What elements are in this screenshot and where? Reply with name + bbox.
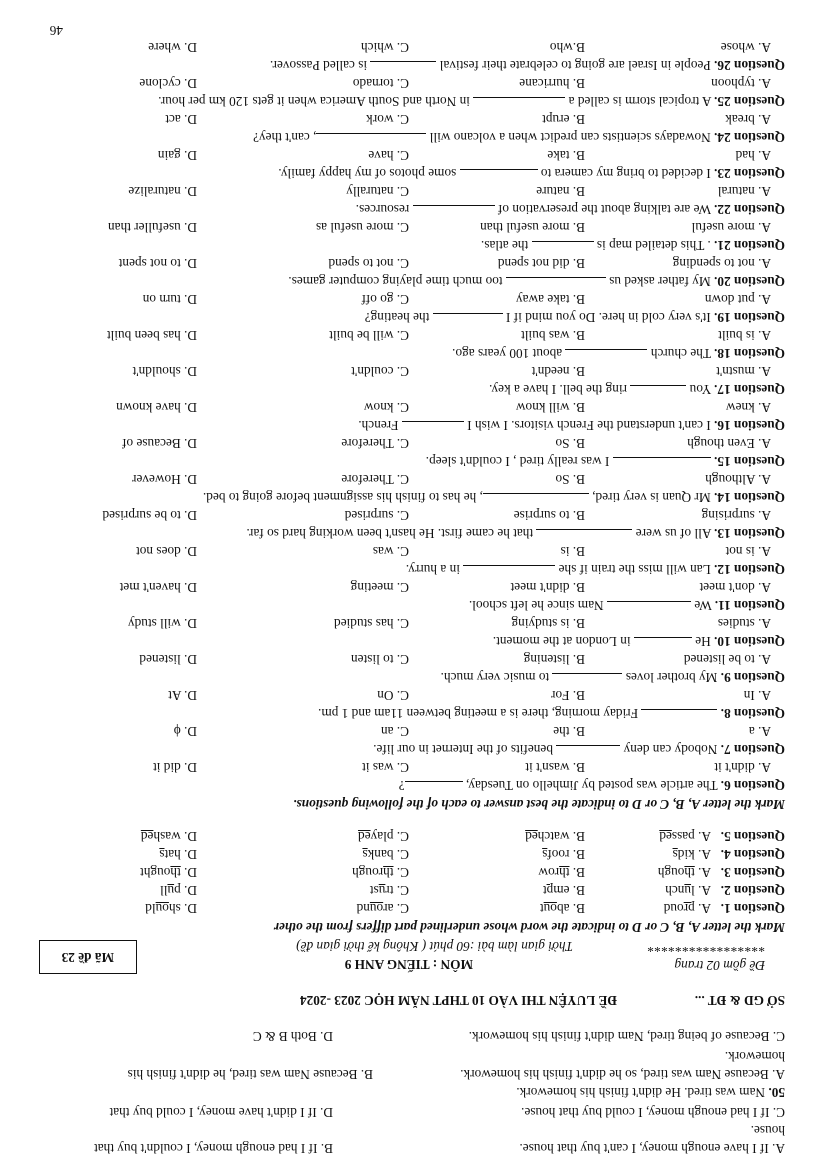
- q20-option-d: D. to not spent: [118, 256, 197, 271]
- q50-option-b: B. Because Nam was tired, he didn't finish his: [127, 1067, 373, 1082]
- q9-option-b: B. listening: [523, 652, 585, 667]
- q12-option-d: D. does not: [136, 544, 197, 559]
- q25-text: A tropical storm is called a: [565, 94, 715, 109]
- q10-option-a: A. studies: [717, 616, 771, 631]
- q18-option-a: A. is built: [718, 328, 771, 343]
- word-part: ough: [657, 865, 685, 880]
- q13-text: All of us were: [632, 526, 715, 541]
- q5-option-a: [659, 827, 711, 845]
- q24-stem: [253, 128, 785, 146]
- underlined-part: u: [684, 883, 692, 898]
- q17-label: Question 17.: [714, 382, 785, 397]
- q8-option-c: C. On: [377, 688, 409, 703]
- q16-text: I can't understand the French visitors. I wish I: [463, 418, 715, 433]
- q21-text: . This detailed map is: [593, 238, 715, 253]
- underlined-part: pr: [683, 901, 695, 916]
- q3-option-d: [140, 863, 197, 881]
- q11-option-d: D. haven't met: [119, 580, 197, 595]
- q23-option-b: B. take: [547, 148, 585, 163]
- q13-label: Question 13.: [714, 526, 785, 541]
- q19-text-end: the heating?: [364, 310, 433, 325]
- q12-option-c: C. was: [372, 544, 409, 559]
- q14-option-a: A. Although: [705, 472, 771, 487]
- q11-text: We: [691, 598, 715, 613]
- subject: MÔN : TIẾNG ANH 9: [344, 957, 473, 972]
- q9-label: Question 9.: [720, 670, 785, 685]
- q4-option-d: [159, 845, 197, 863]
- q16-blank: [402, 421, 464, 434]
- q21-label: Question 21.: [714, 238, 785, 253]
- q8-text: [717, 706, 720, 721]
- q16-text-end: French.: [358, 418, 402, 433]
- q13-option-a: A. surprising: [701, 508, 771, 523]
- q9-blank: [552, 673, 622, 686]
- q24-text: Nowadays scientists can predict when a volcano will: [426, 130, 715, 145]
- q14-label: Question 14.: [714, 490, 785, 505]
- q23-stem: [278, 164, 785, 182]
- section1-instruction: Mark the letter A, B, C or D to indicate the word whose underlined part differs from the other: [273, 920, 785, 935]
- word-part: ld: [145, 901, 156, 916]
- q26-text: People in Israel are going to celebrate their festival: [436, 58, 715, 73]
- q16-option-d: D. have known: [116, 400, 197, 415]
- word-part: D. sh: [168, 901, 197, 916]
- q7-option-d: D. ϕ: [173, 724, 197, 739]
- q2-option-c: [370, 881, 409, 899]
- q2-option-b: [543, 881, 585, 899]
- q19-option-d: D. turn on: [142, 292, 197, 307]
- word-part: rough: [352, 865, 384, 880]
- q20-text: My father asked us: [605, 274, 715, 289]
- q23-option-c: C. have: [368, 148, 409, 163]
- q19-text: It's very cold in here. Do you mind if I: [502, 310, 715, 325]
- q26-option-c: C. which: [360, 40, 409, 55]
- word-part: C. ar: [383, 901, 409, 916]
- q13-option-b: B. to surprise: [513, 508, 585, 523]
- q15-blank: [613, 457, 711, 470]
- q6-option-c: C. was it: [362, 760, 409, 775]
- q8-option-d: D. At: [168, 688, 197, 703]
- underlined-part: ed: [358, 829, 371, 844]
- word-part: d: [663, 901, 671, 916]
- q22-option-c: C. naturally: [346, 184, 409, 199]
- q19-stem: [365, 308, 785, 326]
- q19-label: Question 19.: [714, 310, 785, 325]
- word-part: A. kid: [677, 847, 711, 862]
- underlined-part: s: [159, 847, 165, 862]
- q25-label: Question 25.: [714, 94, 785, 109]
- q12-stem: [406, 560, 785, 578]
- q11-option-a: A. don't meet: [699, 580, 771, 595]
- q16-option-c: C. know: [363, 400, 409, 415]
- header-dept: SỞ GD & ĐT ...: [694, 993, 785, 1008]
- q17-text-end: ring the bell. I have a key.: [489, 382, 631, 397]
- q15-option-c: C. Therefore: [341, 436, 409, 451]
- q18-option-b: B. was built: [521, 328, 585, 343]
- q50-option-b-cont: homework.: [724, 1049, 785, 1064]
- q24-option-a: A. break: [725, 112, 771, 127]
- q15-option-b: B. So: [555, 436, 585, 451]
- word-part: B. ab: [556, 901, 585, 916]
- q22-text: We are talking about the preservation of: [494, 202, 715, 217]
- q3-option-a: [658, 863, 711, 881]
- word-part: B. watch: [537, 829, 585, 844]
- q22-stem: [356, 200, 785, 218]
- q19-option-c: C. go off: [361, 292, 409, 307]
- q7-text: Nobody can deny: [620, 742, 721, 757]
- q7-option-a: A. a: [748, 724, 771, 739]
- q20-text-end: too much time playing computer games.: [288, 274, 506, 289]
- exam-code-box: [39, 940, 137, 974]
- q6-text-end: ?: [398, 778, 405, 793]
- q20-label: Question 20.: [714, 274, 785, 289]
- q2-option-d: [160, 881, 197, 899]
- q20-stem: [288, 272, 785, 290]
- word-part: D. wash: [153, 829, 197, 844]
- underlined-part: ed: [525, 829, 538, 844]
- q13-stem: [246, 524, 785, 542]
- q10-label: Question 10.: [714, 634, 785, 649]
- word-part: B. em: [553, 883, 585, 898]
- q17-option-b: B. needn't: [531, 364, 585, 379]
- q6-option-a: A. didn't it: [714, 760, 771, 775]
- q10-option-d: D. will study: [127, 616, 197, 631]
- q6-text: The article was posted by Jimhello on Tuesday,: [462, 778, 721, 793]
- word-part: nch: [665, 883, 685, 898]
- underlined-part: s: [362, 847, 368, 862]
- q10-option-b: B. is studying: [511, 616, 585, 631]
- q7-label: Question 7.: [720, 742, 785, 757]
- q20-option-c: C. not to spend: [328, 256, 409, 271]
- q11-stem: [469, 596, 785, 614]
- q25-blank: [473, 97, 565, 110]
- underlined-part: ou: [543, 901, 557, 916]
- q15-text: [711, 454, 714, 469]
- word-part: A.: [694, 901, 711, 916]
- underlined-part: p: [546, 883, 554, 898]
- time-allowed: Thời gian làm bài :60 phút ( Không kể thời gian đề): [296, 939, 573, 954]
- q26-option-a: A. whose: [720, 40, 771, 55]
- q18-option-d: D. has been built: [106, 328, 197, 343]
- page-count: Đề gồm 02 trang: [674, 958, 765, 973]
- q21-blank: [532, 241, 594, 254]
- q9-text: My brother loves: [622, 670, 721, 685]
- q12-text: Lan will miss the train if she: [555, 562, 715, 577]
- q21-text-end: the atlas.: [480, 238, 532, 253]
- q2-label: Question 2.: [720, 883, 785, 898]
- q16-option-b: B. will know: [515, 400, 585, 415]
- exam-code: Mã đề 23: [61, 950, 114, 965]
- q10-blank: [634, 637, 692, 650]
- q3-option-c: [352, 863, 409, 881]
- q22-option-b: B. nature: [536, 184, 585, 199]
- q14-option-b: B. So: [555, 472, 585, 487]
- underlined-part: th: [559, 865, 570, 880]
- q17-option-c: C. couldn't: [351, 364, 409, 379]
- q23-text-end: some photos of my happy family.: [278, 166, 460, 181]
- q6-stem: [399, 776, 785, 794]
- q7-option-b: B. the: [553, 724, 585, 739]
- q12-label: Question 12.: [714, 562, 785, 577]
- q26-text-end: is called Passover.: [269, 58, 371, 73]
- q15-label: Question 15.: [714, 454, 785, 469]
- q23-option-d: D. gain: [157, 148, 197, 163]
- word-part: t: [542, 883, 547, 898]
- q50-stem: [516, 1083, 785, 1101]
- q4-option-c: [362, 845, 409, 863]
- word-part: C. play: [370, 829, 409, 844]
- word-part: B.: [569, 865, 585, 880]
- q4-label: Question 4.: [720, 847, 785, 862]
- q26-blank: [370, 61, 436, 74]
- q1-option-a: [664, 899, 711, 917]
- q13-option-d: D. to be surprised: [102, 508, 197, 523]
- q3-option-b: [538, 863, 585, 881]
- q23-option-a: A. had: [735, 148, 771, 163]
- q24-text-end: , can't they?: [253, 130, 317, 145]
- q9-text-end: to music very much.: [440, 670, 553, 685]
- underlined-part: th: [684, 865, 695, 880]
- q25-stem: [158, 92, 785, 110]
- q50-text: Nam was tired. He didn't finish his homework.: [516, 1085, 769, 1100]
- q24-option-b: B. erupt: [542, 112, 585, 127]
- underlined-part: u: [167, 883, 175, 898]
- q5-option-b: [525, 827, 585, 845]
- word-part: C. tr: [385, 883, 409, 898]
- word-part: nd: [356, 901, 370, 916]
- word-part: B. roof: [547, 847, 585, 862]
- q2-option-a: [665, 881, 711, 899]
- q14-option-c: C. Therefore: [341, 472, 409, 487]
- q17-stem: [489, 380, 785, 398]
- q13-text-end: that he came first. He hasn't been working hard so far.: [246, 526, 537, 541]
- q25-option-c: C. tornado: [352, 76, 409, 91]
- q12-text-end: in a hurry.: [405, 562, 464, 577]
- q49-option-b: B. If I had enough money, I couldn't buy that: [94, 1141, 333, 1156]
- q21-option-b: B. more useful than: [480, 220, 585, 235]
- q25-option-b: B. hurricane: [519, 76, 585, 91]
- word-part: C. bank: [367, 847, 409, 862]
- q12-blank: [463, 565, 555, 578]
- q50-option-d: D. Both B & C: [252, 1029, 333, 1044]
- word-part: D. p: [174, 883, 197, 898]
- word-part: ought: [140, 865, 171, 880]
- underlined-part: th: [170, 865, 181, 880]
- q1-option-d: [145, 899, 197, 917]
- q13-blank: [536, 529, 632, 542]
- q9-option-c: C. to listen: [351, 652, 409, 667]
- q18-label: Question 18.: [714, 346, 785, 361]
- q7-text-end: benefits of the Internet in our life.: [373, 742, 557, 757]
- q14-stem: [203, 488, 785, 506]
- q1-option-b: [540, 899, 585, 917]
- q14-text-end: , he has to finish his assignment before going to bed.: [202, 490, 483, 505]
- q17-text: You: [686, 382, 715, 397]
- q18-text-end: about 100 years ago.: [452, 346, 566, 361]
- q11-blank: [607, 601, 691, 614]
- underlined-part: s: [672, 847, 678, 862]
- q8-label: Question 8.: [720, 706, 785, 721]
- q23-blank: [460, 169, 538, 182]
- q19-blank: [433, 313, 503, 326]
- q49-option-c: C. If I had enough money, I could buy that house.: [521, 1105, 785, 1120]
- word-part: D.: [180, 865, 197, 880]
- q21-option-c: C. more useful as: [315, 220, 409, 235]
- q21-stem: [481, 236, 785, 254]
- q24-option-c: C. work: [366, 112, 409, 127]
- underlined-part: ed: [659, 829, 672, 844]
- word-part: st: [369, 883, 379, 898]
- q1-label: Question 1.: [720, 901, 785, 916]
- q49-option-b-cont: house.: [750, 1123, 785, 1138]
- q50-option-a: A. Because Nam was tired, so he didn't finish his homework.: [460, 1067, 785, 1082]
- q18-text: The church: [647, 346, 715, 361]
- underlined-part: th: [383, 865, 394, 880]
- q22-label: Question 22.: [714, 202, 785, 217]
- q14-option-d: D. However: [132, 472, 197, 487]
- q21-option-a: A. more useful: [691, 220, 771, 235]
- q26-label: Question 26.: [714, 58, 785, 73]
- q25-option-d: D. cyclone: [139, 76, 197, 91]
- q4-option-a: [673, 845, 711, 863]
- word-part: A. pass: [671, 829, 711, 844]
- q17-option-d: D. shouldn't: [132, 364, 197, 379]
- q25-text-end: in North and South America when it gets 120 km per hour.: [158, 94, 474, 109]
- q19-option-a: A. put down: [704, 292, 771, 307]
- q17-blank: [630, 385, 686, 398]
- q11-option-c: C. meeting: [350, 580, 409, 595]
- underlined-part: u: [378, 883, 386, 898]
- q49-option-d: D. If I didn't have money, I could buy that: [109, 1105, 333, 1120]
- stars-line: *****************: [646, 940, 765, 955]
- q24-label: Question 24.: [714, 130, 785, 145]
- word-part: A.: [694, 865, 711, 880]
- underlined-part: s: [542, 847, 548, 862]
- q18-option-c: C. will be built: [329, 328, 409, 343]
- q15-option-a: A. Even though: [687, 436, 771, 451]
- page-number: 46: [49, 23, 63, 38]
- q7-option-c: C. an: [380, 724, 409, 739]
- q21-option-d: D. usefuller than: [108, 220, 197, 235]
- q49-option-a: A. If I have enough money, I can't buy that house.: [519, 1141, 785, 1156]
- word-part: D. hat: [164, 847, 197, 862]
- q10-option-c: C. has studied: [334, 616, 409, 631]
- q25-option-a: A. typhoon: [711, 76, 771, 91]
- q6-option-d: D. did it: [153, 760, 197, 775]
- q9-option-a: A. to be listened: [683, 652, 771, 667]
- q14-text: Mr Quan is very tired,: [588, 490, 715, 505]
- q15-option-d: D. Because of: [122, 436, 197, 451]
- word-part: t: [539, 901, 544, 916]
- q6-option-b: B. wasn't it: [525, 760, 585, 775]
- word-part: ll: [160, 883, 168, 898]
- q50-option-c: C. Because of being tired, Nam didn't finish his homework.: [468, 1029, 785, 1044]
- word-part: row: [538, 865, 560, 880]
- q24-option-d: D. act: [165, 112, 197, 127]
- section2-instruction: Mark the letter A, B, C or D to indicate the best answer to each of the following questions.: [293, 797, 785, 812]
- q18-blank: [565, 349, 647, 362]
- q9-stem: [441, 668, 785, 686]
- q15-text-end: I was really tired , I couldn't sleep.: [425, 454, 613, 469]
- q10-text: He: [691, 634, 715, 649]
- header-title: ĐỀ LUYỆN THI VÀO 10 THPT NĂM HỌC 2023 -2024: [299, 993, 617, 1008]
- q22-option-a: A. natural: [717, 184, 771, 199]
- q7-blank: [556, 745, 620, 758]
- underlined-part: ou: [369, 901, 384, 916]
- q4-option-b: [542, 845, 585, 863]
- q10-stem: [493, 632, 785, 650]
- q8-stem: [318, 704, 785, 722]
- underlined-part: ou: [155, 901, 169, 916]
- q5-option-d: [141, 827, 197, 845]
- q15-stem: [426, 452, 785, 470]
- q22-text-end: resources.: [355, 202, 413, 217]
- q8-option-a: A. In: [743, 688, 771, 703]
- q50-number: 50.: [768, 1085, 785, 1100]
- q9-option-d: D. listened: [139, 652, 197, 667]
- q5-label: Question 5.: [720, 829, 785, 844]
- q20-blank: [506, 277, 606, 290]
- q26-option-b: B.who: [549, 40, 585, 55]
- q3-label: Question 3.: [720, 865, 785, 880]
- q16-label: Question 16.: [714, 418, 785, 433]
- word-part: ou: [670, 901, 684, 916]
- q11-option-b: B. didn't meet: [510, 580, 585, 595]
- q8-blank: [641, 709, 717, 722]
- q8-text-end: Friday morning, there is a meeting between 11am and 1 pm.: [318, 706, 642, 721]
- q22-blank: [413, 205, 495, 218]
- q14-blank: [483, 493, 589, 506]
- q12-option-a: A. is not: [725, 544, 771, 559]
- q16-stem: [358, 416, 785, 434]
- q8-option-b: B. For: [551, 688, 585, 703]
- word-part: A. l: [691, 883, 711, 898]
- q19-option-b: B. take away: [515, 292, 585, 307]
- q26-option-d: D. where: [148, 40, 197, 55]
- q22-option-d: D. naturalize: [128, 184, 197, 199]
- q23-text: I decided to bring my camera to: [537, 166, 715, 181]
- q23-label: Question 23.: [714, 166, 785, 181]
- q16-option-a: A. knew: [725, 400, 771, 415]
- q17-option-a: A. mustn't: [716, 364, 771, 379]
- word-part: C.: [393, 865, 409, 880]
- q11-text-end: Nam since he left school.: [468, 598, 607, 613]
- q5-option-c: [358, 827, 409, 845]
- q13-option-c: C. surprised: [344, 508, 409, 523]
- q10-text-end: in London at the moment.: [492, 634, 634, 649]
- q24-blank: [316, 133, 426, 146]
- underlined-part: ed: [140, 829, 154, 844]
- q1-option-c: [357, 899, 409, 917]
- q20-option-a: A. not to spending: [672, 256, 771, 271]
- q12-option-b: B. is: [560, 544, 585, 559]
- q6-label: Question 6.: [720, 778, 785, 793]
- q6-blank: [405, 781, 463, 794]
- q20-option-b: B. did not spend: [497, 256, 585, 271]
- q7-stem: [373, 740, 785, 758]
- q26-stem: [270, 56, 785, 74]
- q11-label: Question 11.: [714, 598, 785, 613]
- q18-stem: [452, 344, 785, 362]
